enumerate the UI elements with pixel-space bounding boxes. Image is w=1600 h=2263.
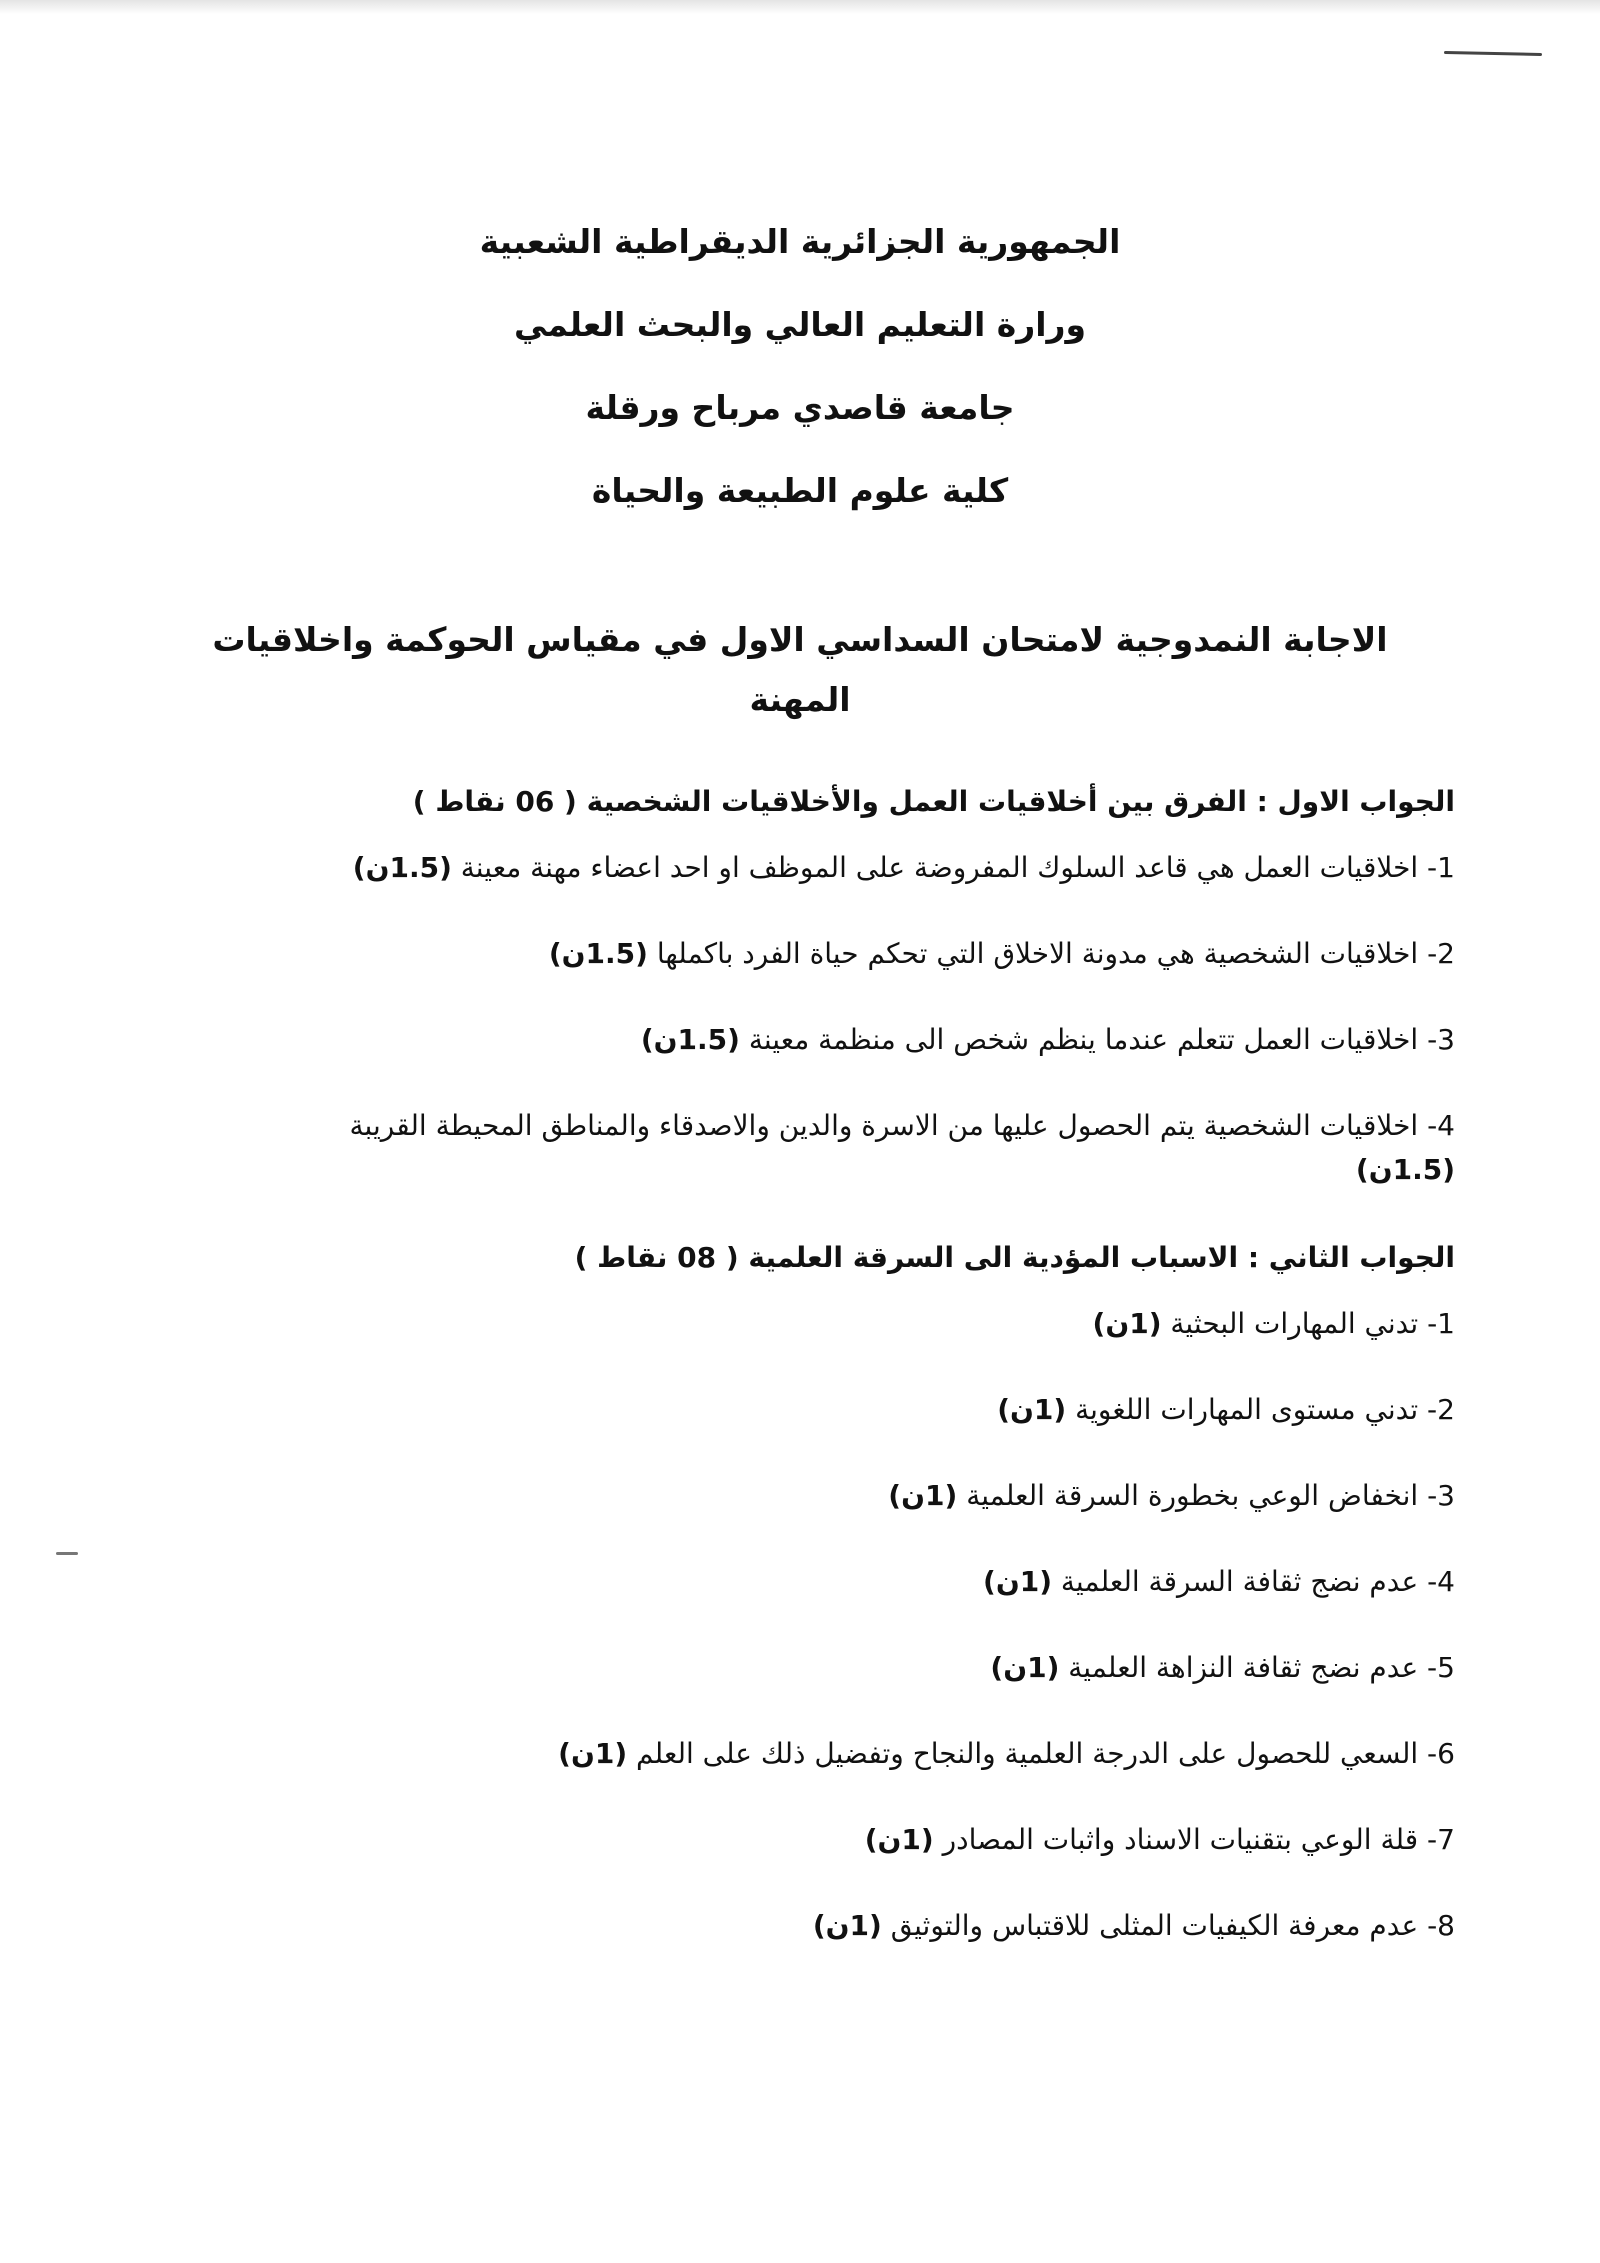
item-text: 1- اخلاقيات العمل هي قاعد السلوك المفروضة على الموظف او احد اعضاء مهنة معينة xyxy=(460,851,1455,884)
item-score: (1ن) xyxy=(1092,1307,1162,1340)
item-text: 7- قلة الوعي بتقنيات الاسناد واثبات المصادر xyxy=(942,1823,1455,1856)
item-text: 8- عدم معرفة الكيفيات المثلى للاقتباس والتوثيق xyxy=(890,1909,1455,1942)
item-text: 6- السعي للحصول على الدرجة العلمية والنجاح وتفضيل ذلك على العلم xyxy=(636,1737,1455,1770)
scan-speck xyxy=(56,1552,78,1555)
item-text: 1- تدني المهارات البحثية xyxy=(1170,1307,1455,1340)
answer1-item xyxy=(255,1104,1455,1192)
answer2-item xyxy=(255,1818,1455,1862)
answer2-item xyxy=(255,1732,1455,1776)
item-score: (1ن) xyxy=(558,1737,628,1770)
item-score: (1ن) xyxy=(983,1565,1053,1598)
corner-pen-mark xyxy=(1444,51,1542,56)
item-score: (1ن) xyxy=(864,1823,934,1856)
header-faculty: كلية علوم الطبيعة والحياة xyxy=(591,471,1009,510)
answer1-item xyxy=(255,846,1455,890)
header-republic: الجمهورية الجزائرية الديقراطية الشعبية xyxy=(479,222,1121,261)
item-score: (1.5ن) xyxy=(548,937,648,970)
answer2-item xyxy=(255,1904,1455,1948)
item-text: 2- تدني مستوى المهارات اللغوية xyxy=(1075,1393,1455,1426)
exam-title: الاجابة النمدوجية لامتحان السداسي الاول في مقياس الحوكمة واخلاقيات المهنة xyxy=(212,620,1388,719)
answer2-item xyxy=(255,1560,1455,1604)
item-score: (1.5ن) xyxy=(352,851,452,884)
answer2-item xyxy=(255,1388,1455,1432)
answer2-item xyxy=(255,1302,1455,1346)
header-ministry: ورارة التعليم العالي والبحث العلمي xyxy=(513,305,1087,344)
item-text: 4- اخلاقيات الشخصية يتم الحصول عليها من الاسرة والدين والاصدقاء والمناطق المحيطة القريبة xyxy=(349,1109,1455,1142)
item-text: 2- اخلاقيات الشخصية هي مدونة الاخلاق التي تحكم حياة الفرد باكملها xyxy=(656,937,1455,970)
item-score: (1ن) xyxy=(812,1909,882,1942)
item-score: (1ن) xyxy=(888,1479,958,1512)
item-text: 4- عدم نضج ثقافة السرقة العلمية xyxy=(1060,1565,1455,1598)
institution-header xyxy=(0,200,1600,532)
answer1-item xyxy=(255,1018,1455,1062)
answer1-item xyxy=(255,932,1455,976)
answer2-heading: الجواب الثاني : الاسباب المؤدية الى السرقة العلمية ( 08 نقاط ) xyxy=(574,1241,1455,1274)
answer2-item xyxy=(255,1474,1455,1518)
item-text: 5- عدم نضج ثقافة النزاهة العلمية xyxy=(1068,1651,1455,1684)
item-score: (1.5ن) xyxy=(640,1023,740,1056)
item-text: 3- انخفاض الوعي بخطورة السرقة العلمية xyxy=(966,1479,1455,1512)
header-university: جامعة قاصدي مرباح ورقلة xyxy=(585,388,1015,427)
answer-key-body xyxy=(255,780,1455,1990)
answer2-item xyxy=(255,1646,1455,1690)
item-score: (1ن) xyxy=(997,1393,1067,1426)
scan-top-edge xyxy=(0,0,1600,14)
answer1-heading: الجواب الاول : الفرق بين أخلاقيات العمل والأخلاقيات الشخصية ( 06 نقاط ) xyxy=(412,785,1455,818)
item-score: (1ن) xyxy=(990,1651,1060,1684)
item-score: (1.5ن) xyxy=(1355,1153,1455,1186)
item-text: 3- اخلاقيات العمل تتعلم عندما ينظم شخص الى منظمة معينة xyxy=(748,1023,1455,1056)
